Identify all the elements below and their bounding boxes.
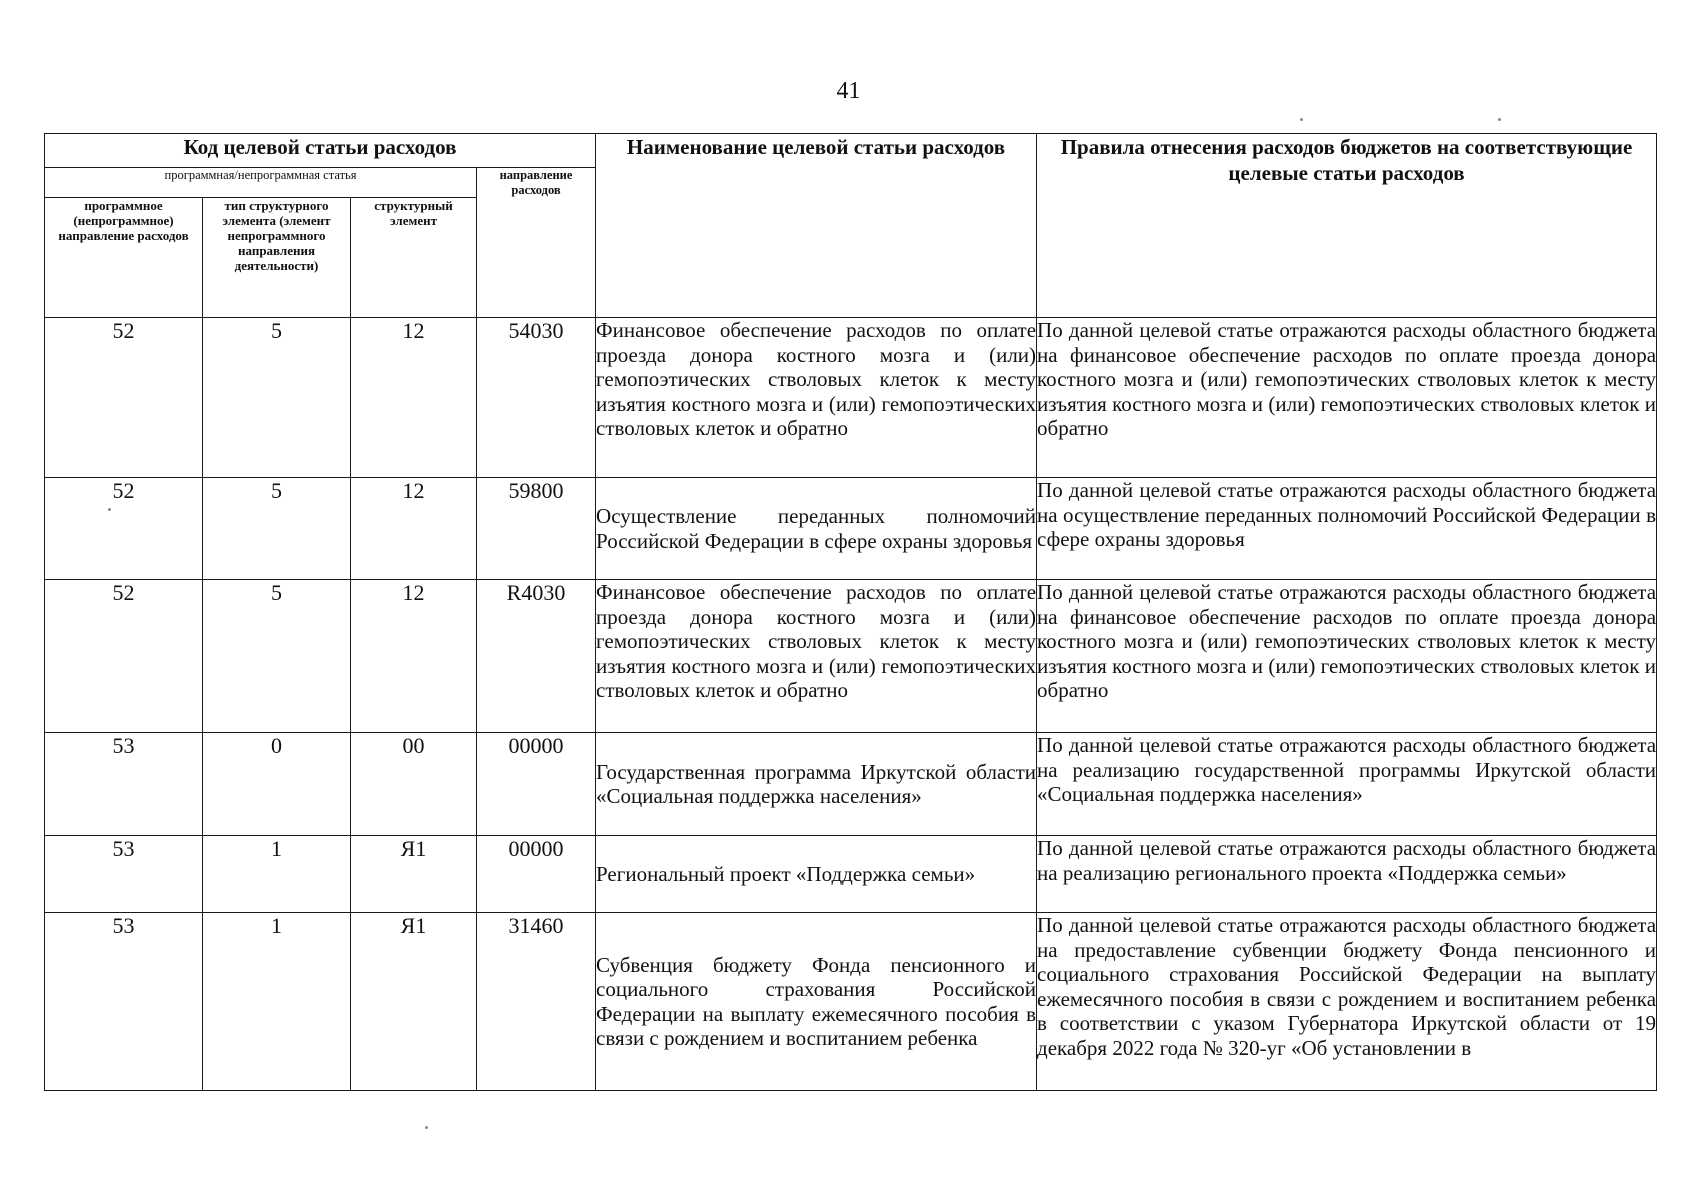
table-row	[45, 318, 1657, 478]
header-direction: направление расходов	[477, 168, 596, 318]
cell-structural: 12	[351, 318, 477, 478]
cell-type: 5	[203, 580, 351, 733]
cell-rule: По данной целевой статье отражаются расходы областного бюджета на осуществление переданных полномочий Российской Федерации в сфере охраны здоровья	[1037, 478, 1657, 580]
scan-speck	[108, 508, 111, 511]
cell-name: Региональный проект «Поддержка семьи»	[596, 836, 1037, 913]
scan-speck	[1300, 118, 1303, 121]
cell-structural: 12	[351, 478, 477, 580]
cell-name: Субвенция бюджету Фонда пенсионного и социального страхования Российской Федерации на выплату ежемесячного пособия в связи с рождением и воспитанием ребенка	[596, 913, 1037, 1091]
header-structural: структурный элемент	[351, 198, 477, 318]
cell-rule: По данной целевой статье отражаются расходы областного бюджета на предоставление субвенции бюджету Фонда пенсионного и социального страхования Российской Федерации на выплату ежемесячного пособия в связи с рождением и воспитанием ребенка в соответствии с указом Губернатора Иркутской области от 19 декабря 2022 года № 320-уг «Об установлении в	[1037, 913, 1657, 1060]
cell-program: 53	[45, 913, 203, 1091]
table-row	[45, 913, 1657, 1091]
cell-direction: R4030	[477, 580, 596, 733]
cell-direction: 54030	[477, 318, 596, 478]
cell-structural: Я1	[351, 913, 477, 1091]
cell-rule-wrapper	[1037, 913, 1657, 1091]
header-program: программное (непрограммное) направление расходов	[45, 198, 203, 318]
table-row	[45, 733, 1657, 836]
cell-type: 1	[203, 913, 351, 1091]
cell-name: Финансовое обеспечение расходов по оплате проезда донора костного мозга и (или) гемопоэтических стволовых клеток к месту изъятия костного мозга и (или) гемопоэтических стволовых клеток и обратно	[596, 580, 1037, 733]
cell-program: 53	[45, 836, 203, 913]
cell-program: 52	[45, 580, 203, 733]
cell-type: 0	[203, 733, 351, 836]
cell-name: Финансовое обеспечение расходов по оплате проезда донора костного мозга и (или) гемопоэтических стволовых клеток к месту изъятия костного мозга и (или) гемопоэтических стволовых клеток и обратно	[596, 318, 1037, 478]
cell-structural: 12	[351, 580, 477, 733]
scan-speck	[1498, 118, 1501, 121]
header-code-group: Код целевой статьи расходов	[45, 134, 596, 168]
table-row	[45, 836, 1657, 913]
page-number: 41	[836, 78, 861, 104]
cell-program: 52	[45, 318, 203, 478]
cell-direction: 59800	[477, 478, 596, 580]
cell-name: Осуществление переданных полномочий Российской Федерации в сфере охраны здоровья	[596, 478, 1037, 580]
cell-type: 1	[203, 836, 351, 913]
header-rules: Правила отнесения расходов бюджетов на соответствующие целевые статьи расходов	[1037, 134, 1657, 318]
table-row	[45, 478, 1657, 580]
header-name: Наименование целевой статьи расходов	[596, 134, 1037, 318]
cell-rule: По данной целевой статье отражаются расходы областного бюджета на реализацию регионального проекта «Поддержка семьи»	[1037, 836, 1657, 913]
cell-direction: 00000	[477, 836, 596, 913]
header-type: тип структурного элемента (элемент непрограммного направления деятельности)	[203, 198, 351, 318]
target-articles-table	[44, 133, 1657, 1091]
cell-type: 5	[203, 318, 351, 478]
cell-structural: Я1	[351, 836, 477, 913]
cell-type: 5	[203, 478, 351, 580]
cell-direction: 00000	[477, 733, 596, 836]
cell-program: 52	[45, 478, 203, 580]
cell-structural: 00	[351, 733, 477, 836]
table-row	[45, 580, 1657, 733]
cell-rule: По данной целевой статье отражаются расходы областного бюджета на финансовое обеспечение расходов по оплате проезда донора костного мозга и (или) гемопоэтических стволовых клеток к месту изъятия костного мозга и (или) гемопоэтических стволовых клеток и обратно	[1037, 318, 1657, 478]
header-program-group: программная/непрограммная статья	[45, 168, 477, 198]
cell-name: Государственная программа Иркутской области «Социальная поддержка населения»	[596, 733, 1037, 836]
cell-program: 53	[45, 733, 203, 836]
cell-rule: По данной целевой статье отражаются расходы областного бюджета на реализацию государственной программы Иркутской области «Социальная поддержка населения»	[1037, 733, 1657, 836]
cell-rule: По данной целевой статье отражаются расходы областного бюджета на финансовое обеспечение расходов по оплате проезда донора костного мозга и (или) гемопоэтических стволовых клеток к месту изъятия костного мозга и (или) гемопоэтических стволовых клеток и обратно	[1037, 580, 1657, 733]
header-row-1	[45, 134, 1657, 168]
scan-speck	[425, 1126, 428, 1129]
cell-direction: 31460	[477, 913, 596, 1091]
